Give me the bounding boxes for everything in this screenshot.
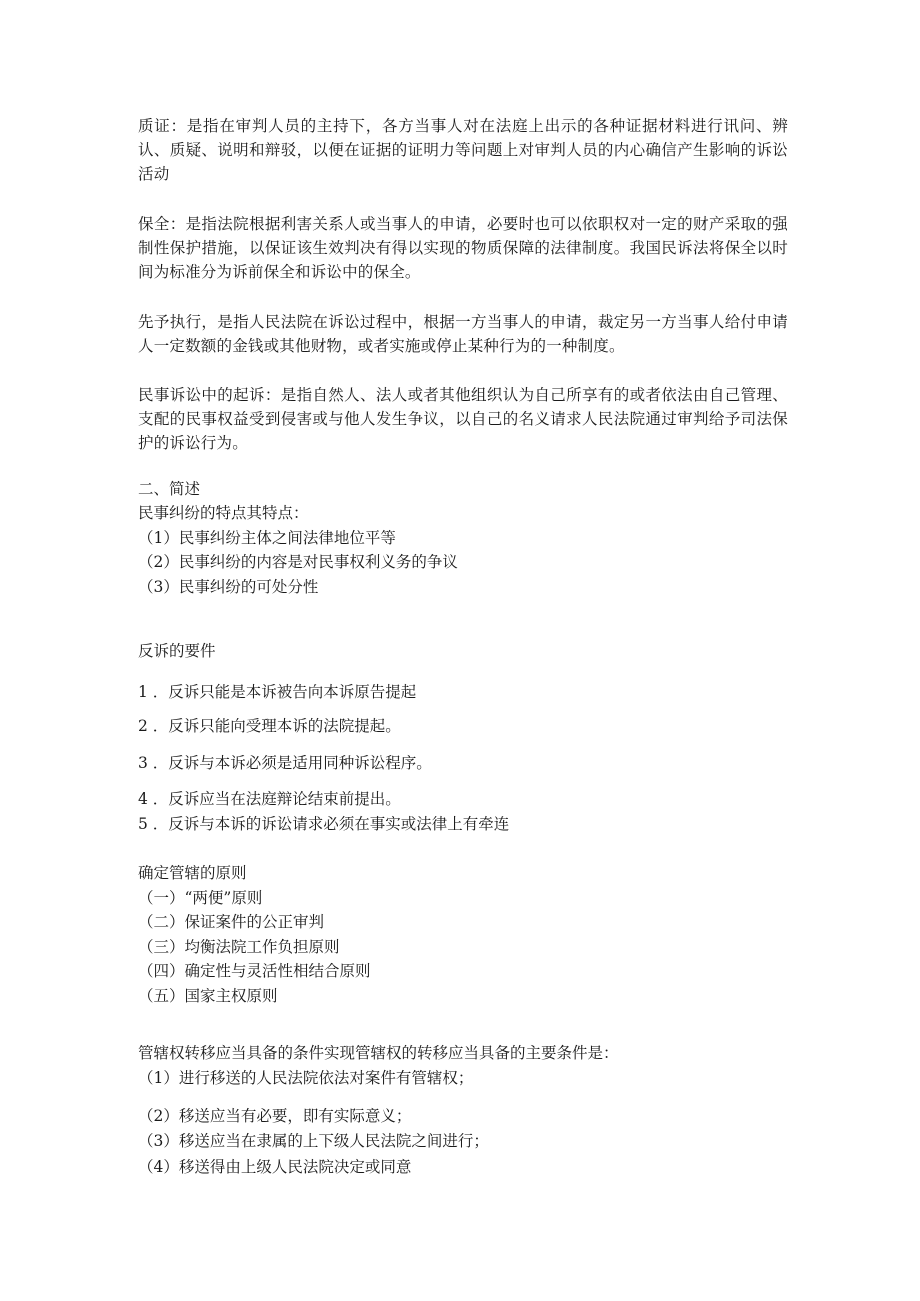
dispute-features-title: 民事纠纷的特点其特点： (138, 504, 309, 522)
list-item: 3 ．反诉与本诉必须是适用同种诉讼程序。 (138, 754, 432, 772)
list-item: （四）确定性与灵活性相结合原则 (138, 962, 371, 980)
list-item: （五）国家主权原则 (138, 986, 278, 1005)
definition-baoquan (138, 212, 788, 284)
list-item: 5 ．反诉与本诉的诉讼请求必须在事实或法律上有牵连 (138, 815, 510, 833)
list-item: （1）民事纠纷主体之间法律地位平等 (138, 528, 396, 547)
paragraph-text: 先予执行，是指人民法院在诉讼过程中，根据一方当事人的申请，裁定另一方当事人给付申请人一定数额的金钱或其他财物，或者实施或停止某种行为的一种制度。 (138, 313, 788, 355)
section-heading: 二、简述 (138, 480, 201, 498)
list-item: （3）移送应当在隶属的上下级人民法院之间进行； (138, 1132, 489, 1150)
list-item: （三）均衡法院工作负担原则 (138, 937, 340, 956)
list-item: 4 ．反诉应当在法庭辩论结束前提出。 (138, 790, 401, 808)
definition-xianyu-zhixing (138, 310, 788, 358)
list-item: 2 ．反诉只能向受理本诉的法院提起。 (138, 717, 401, 735)
list-item: （2）民事纠纷的内容是对民事权利义务的争议 (138, 553, 458, 571)
list-item: （1）进行移送的人民法院依法对案件有管辖权； (138, 1069, 474, 1087)
section-two (138, 477, 788, 599)
list-item: 1 ．反诉只能是本诉被告向本诉原告提起 (138, 683, 417, 701)
counterclaim-title: 反诉的要件 (138, 642, 216, 660)
list-item: （4）移送得由上级人民法院决定或同意 (138, 1158, 412, 1176)
list-item: （2）移送应当有必要，即有实际意义； (138, 1107, 412, 1125)
jurisdiction-title: 确定管辖的原则 (138, 864, 247, 882)
definition-zhizheng (138, 114, 788, 186)
list-item: （二）保证案件的公正审判 (138, 913, 325, 931)
jurisdiction-principles (138, 861, 788, 1008)
definition-qisu (138, 383, 788, 455)
list-item: （3）民事纠纷的可处分性 (138, 577, 319, 596)
paragraph-text: 保全：是指法院根据利害关系人或当事人的申请，必要时也可以依职权对一定的财产采取的强制性保护措施，以保证该生效判决有得以实现的物质保障的法律制度。我国民诉法将保全以时间为标准分为诉前保全和诉讼中的保全。 (138, 215, 788, 281)
paragraph-text: 质证：是指在审判人员的主持下，各方当事人对在法庭上出示的各种证据材料进行讯问、辨认、质疑、说明和辩驳，以便在证据的证明力等问题上对审判人员的内心确信产生影响的诉讼活动 (138, 117, 788, 183)
paragraph-text: 民事诉讼中的起诉：是指自然人、法人或者其他组织认为自己所享有的或者依法由自己管理、支配的民事权益受到侵害或与他人发生争议，以自己的名义请求人民法院通过审判给予司法保护的诉讼行为。 (138, 386, 788, 452)
list-item: （一）“两便”原则 (138, 888, 263, 907)
transfer-title: 管辖权转移应当具备的条件实现管辖权的转移应当具备的主要条件是： (138, 1044, 619, 1062)
